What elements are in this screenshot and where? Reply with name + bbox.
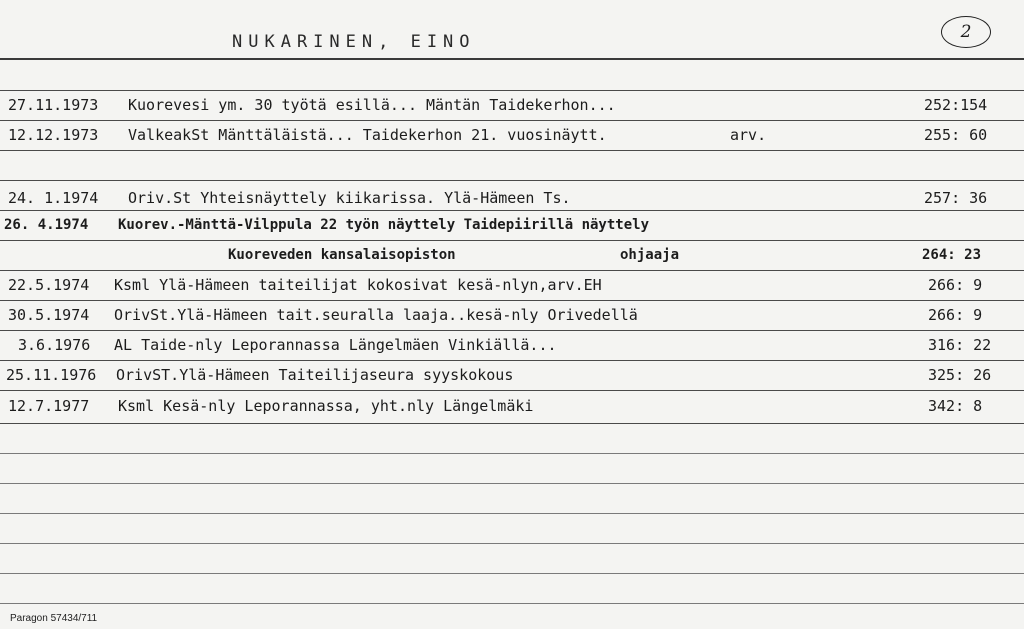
entry-row — [0, 217, 1024, 245]
card-header-name: NUKARINEN, EINO — [232, 32, 476, 52]
entry-text-note: ohjaaja — [620, 247, 680, 263]
entry-reference: 252:154 — [924, 96, 988, 114]
entry-text: Ksml Ylä-Hämeen taiteilijat kokosivat kesä-nlyn,arv.EH — [114, 276, 602, 294]
entry-text: OrivST.Ylä-Hämeen Taiteilijaseura syyskokous — [116, 366, 514, 384]
entry-text: Kuorev.-Mänttä-Vilppula 22 työn näyttely Taidepiirillä näyttely — [118, 217, 650, 233]
entry-row — [0, 126, 1024, 154]
entry-reference: 316: 22 — [928, 336, 992, 354]
printer-imprint: Paragon 57434/711 — [10, 613, 98, 624]
entry-date: 12.12.1973 — [8, 126, 99, 144]
entry-reference: 255: 60 — [924, 126, 988, 144]
rule-line — [0, 453, 1024, 454]
entry-date: 22.5.1974 — [8, 276, 90, 294]
entry-date: 12.7.1977 — [8, 397, 90, 415]
entry-text: AL Taide-nly Leporannassa Längelmäen Vinkiällä... — [114, 336, 557, 354]
card-number-circle: 2 — [941, 16, 991, 48]
entry-row — [0, 276, 1024, 304]
entry-row — [0, 247, 1024, 275]
entry-date: 25.11.1976 — [6, 366, 97, 384]
entry-row — [0, 366, 1024, 394]
entry-row — [0, 96, 1024, 124]
entry-date: 24. 1.1974 — [8, 189, 99, 207]
entry-text: Oriv.St Yhteisnäyttely kiikarissa. Ylä-Hämeen Ts. — [128, 189, 571, 207]
entry-text: ValkeakSt Mänttäläistä... Taidekerhon 21. vuosinäytt. — [128, 126, 607, 144]
entry-text-note: arv. — [730, 126, 767, 144]
rule-line — [0, 180, 1024, 181]
entry-text: Kuorevesi ym. 30 työtä esillä... Mäntän Taidekerhon... — [128, 96, 616, 114]
rule-line — [0, 603, 1024, 604]
entry-date: 27.11.1973 — [8, 96, 99, 114]
entry-text: Ksml Kesä-nly Leporannassa, yht.nly Längelmäki — [118, 397, 534, 415]
entry-row — [0, 306, 1024, 334]
entry-text: Kuoreveden kansalaisopiston — [228, 247, 456, 263]
rule-line — [0, 483, 1024, 484]
rule-line — [0, 573, 1024, 574]
entry-row — [0, 336, 1024, 364]
entry-reference: 266: 9 — [928, 276, 983, 294]
rule-line — [0, 58, 1024, 60]
entry-row — [0, 189, 1024, 217]
entry-reference: 266: 9 — [928, 306, 983, 324]
entry-reference: 257: 36 — [924, 189, 988, 207]
entry-date: 3.6.1976 — [18, 336, 91, 354]
entry-reference: 325: 26 — [928, 366, 992, 384]
entry-date: 30.5.1974 — [8, 306, 90, 324]
rule-line — [0, 90, 1024, 91]
rule-line — [0, 513, 1024, 514]
entry-reference: 342: 8 — [928, 397, 983, 415]
entry-date: 26. 4.1974 — [4, 217, 89, 233]
entry-text: OrivSt.Ylä-Hämeen tait.seuralla laaja..kesä-nly Orivedellä — [114, 306, 638, 324]
entry-row — [0, 397, 1024, 425]
rule-line — [0, 543, 1024, 544]
entry-reference: 264: 23 — [922, 247, 982, 263]
